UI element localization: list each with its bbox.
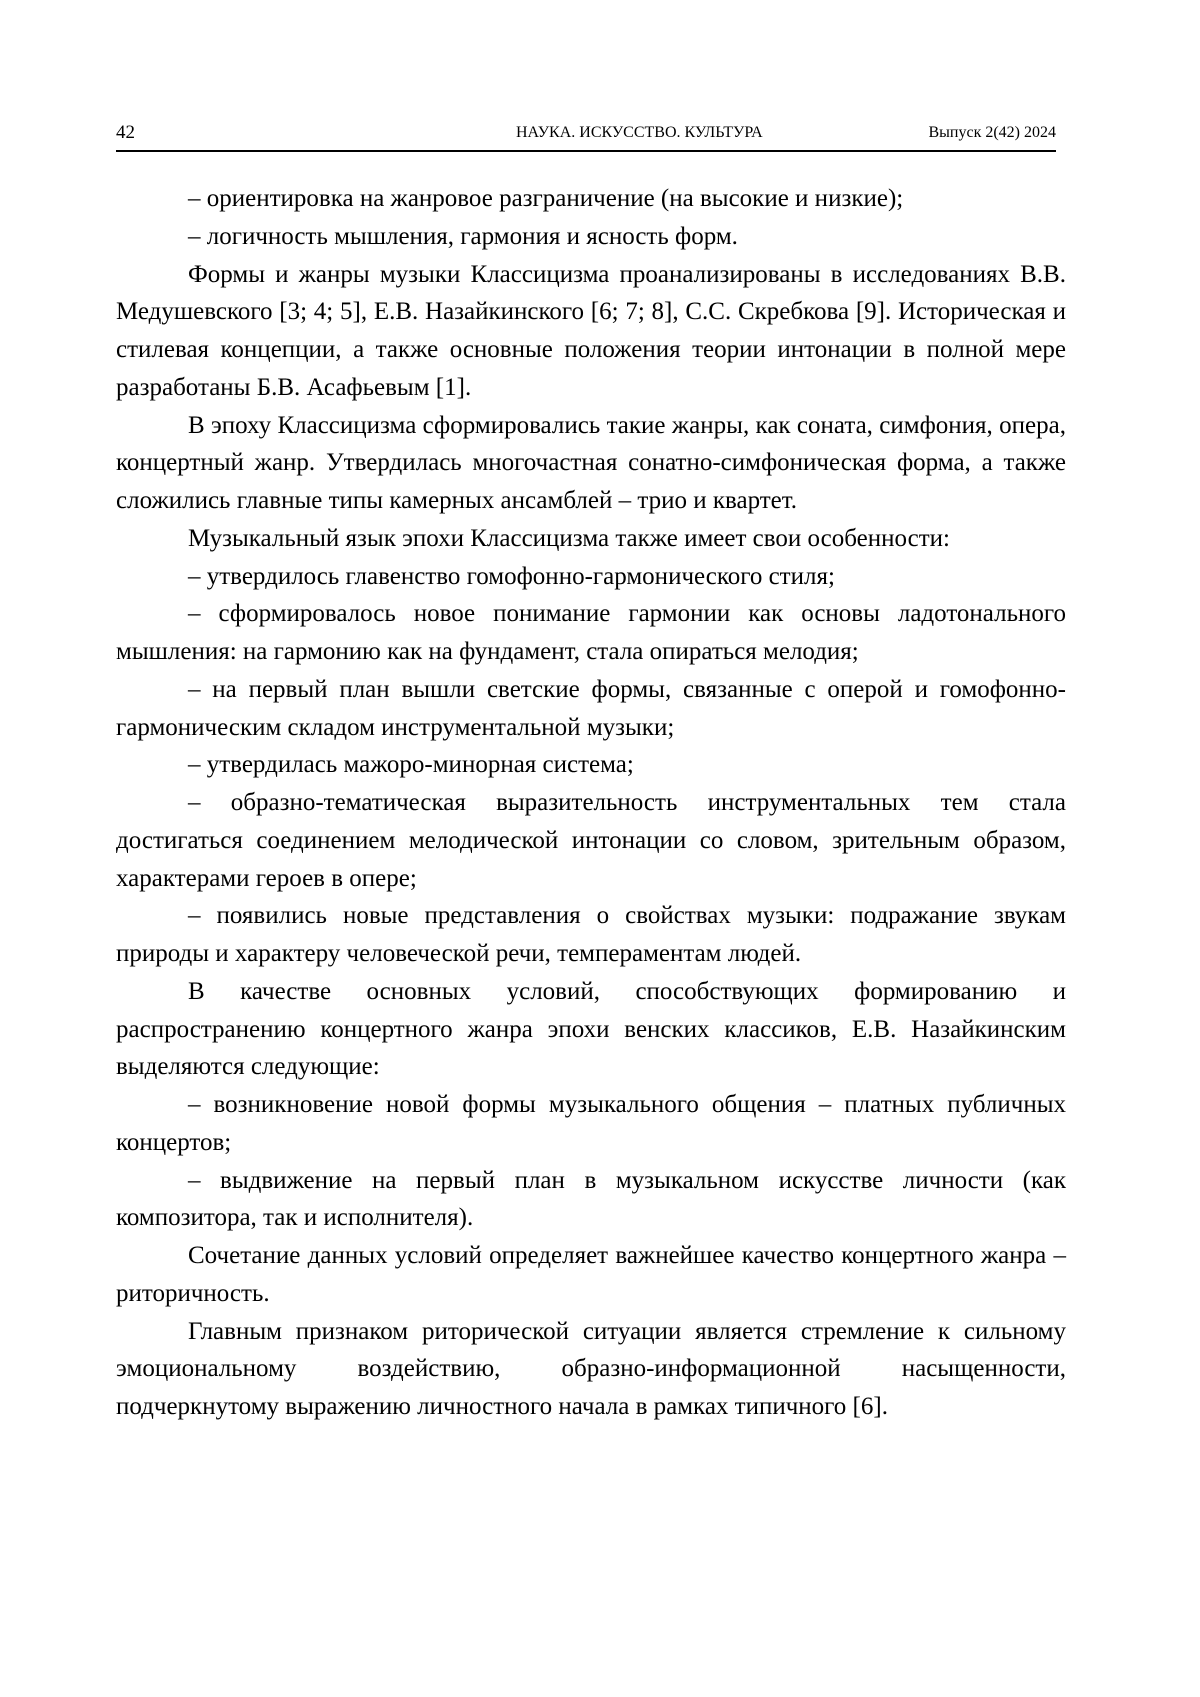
paragraph: – выдвижение на первый план в музыкальном искусстве личности (как композитора, так и исполнителя).	[116, 1162, 1066, 1238]
paragraph: – образно-тематическая выразительность инструментальных тем стала достигаться соединением мелодической интонации со словом, зрительным образом, характерами героев в опере;	[116, 784, 1066, 897]
header-rule	[116, 150, 1056, 152]
running-header	[116, 122, 1056, 144]
document-page	[116, 0, 1066, 1697]
paragraph: – появились новые представления о свойствах музыки: подражание звукам природы и характеру человеческой речи, темпераментам людей.	[116, 897, 1066, 973]
journal-title: НАУКА. ИСКУССТВО. КУЛЬТУРА	[516, 122, 763, 144]
paragraph: Музыкальный язык эпохи Классицизма также имеет свои особенности:	[116, 520, 1066, 558]
paragraph: В эпоху Классицизма сформировались такие жанры, как соната, симфония, опера, концертный жанр. Утвердилась многочастная сонатно-симфоническая форма, а также сложились главные типы камерных ансамблей – трио и квартет.	[116, 407, 1066, 520]
paragraph: В качестве основных условий, способствующих формированию и распространению концертного жанра эпохи венских классиков, Е.В. Назайкинским выделяются следующие:	[116, 973, 1066, 1086]
paragraph: – возникновение новой формы музыкального общения – платных публичных концертов;	[116, 1086, 1066, 1162]
issue-label: Выпуск 2(42) 2024	[928, 122, 1056, 144]
paragraph: – логичность мышления, гармония и ясность форм.	[116, 218, 1066, 256]
paragraph: Главным признаком риторической ситуации является стремление к сильному эмоциональному воздействию, образно-информационной насыщенности, подчеркнутому выражению личностного начала в рамках типичного [6].	[116, 1313, 1066, 1426]
paragraph: – ориентировка на жанровое разграничение (на высокие и низкие);	[116, 180, 1066, 218]
paragraph: – утвердилось главенство гомофонно-гармонического стиля;	[116, 558, 1066, 596]
paragraph: – сформировалось новое понимание гармонии как основы ладотонального мышления: на гармонию как на фундамент, стала опираться мелодия;	[116, 595, 1066, 671]
paragraph: – утвердилась мажоро-минорная система;	[116, 746, 1066, 784]
paragraph: Сочетание данных условий определяет важнейшее качество концертного жанра – риторичность.	[116, 1237, 1066, 1313]
paragraph: Формы и жанры музыки Классицизма проанализированы в исследованиях В.В. Медушевского [3; 4; 5], Е.В. Назайкинского [6; 7; 8], С.С. Скребкова [9]. Историческая и стилевая концепции, а также основные положения теории интонации в полной мере разработаны Б.В. Асафьевым [1].	[116, 256, 1066, 407]
page-number: 42	[116, 122, 135, 144]
paragraph: – на первый план вышли светские формы, связанные с оперой и гомофонно-гармоническим складом инструментальной музыки;	[116, 671, 1066, 747]
body-text	[116, 180, 1066, 1426]
